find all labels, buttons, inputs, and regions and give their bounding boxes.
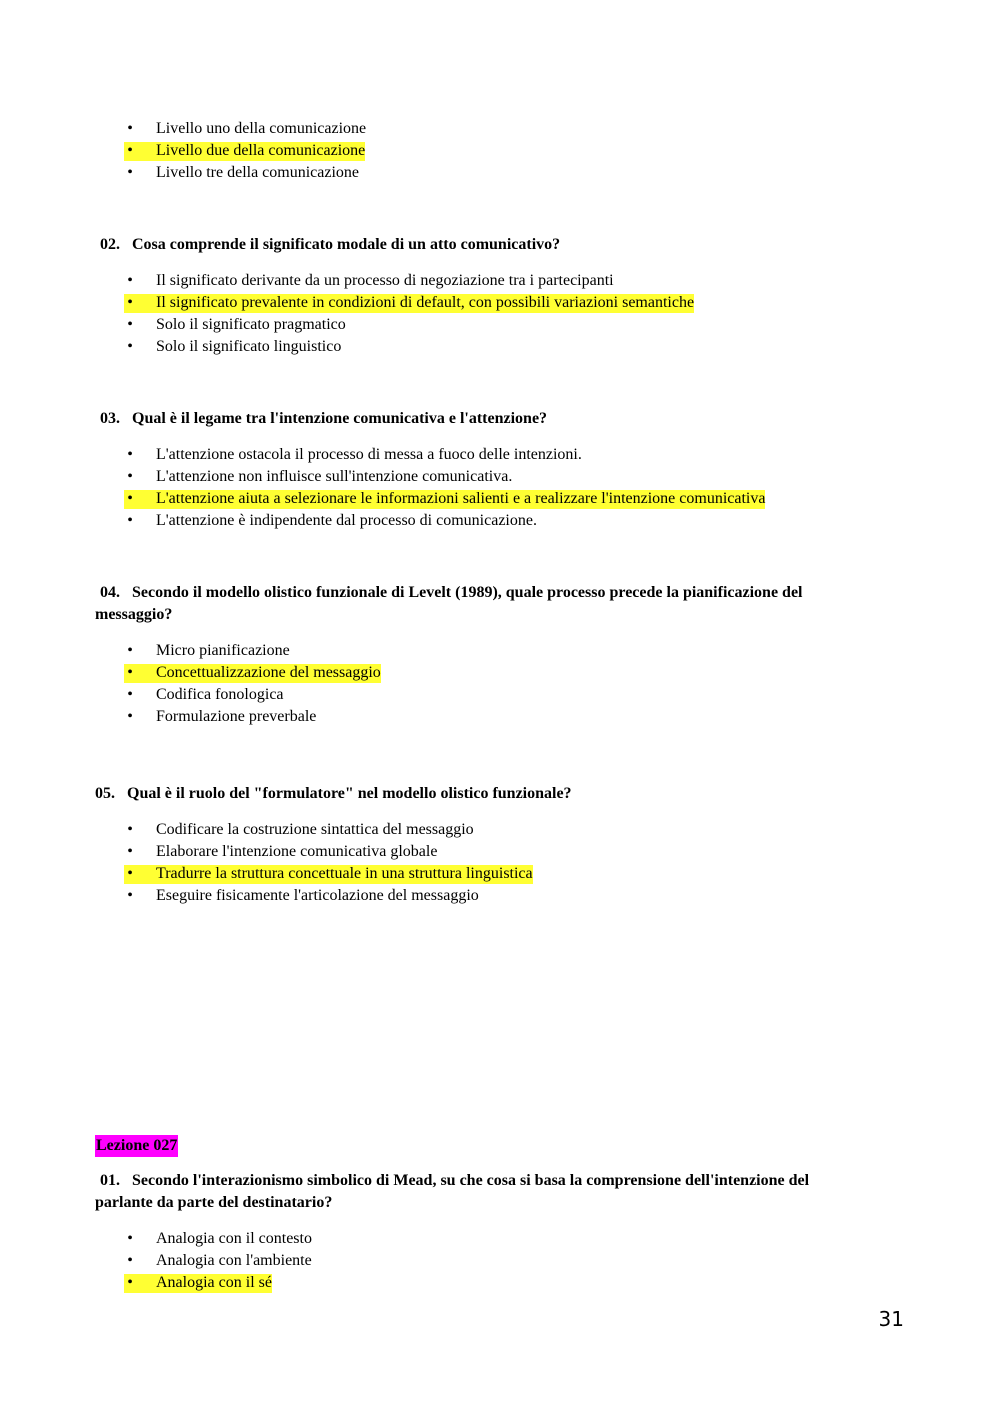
answer-text: Livello due della comunicazione bbox=[156, 142, 366, 159]
bullet-icon: • bbox=[127, 338, 133, 355]
bullet-icon: • bbox=[127, 272, 133, 289]
question-05 bbox=[95, 783, 855, 907]
answer-text: L'attenzione non influisce sull'intenzione comunicativa. bbox=[156, 468, 513, 485]
question-number: 05. bbox=[95, 785, 115, 802]
answer-option bbox=[95, 444, 855, 466]
answer-option bbox=[95, 1228, 855, 1250]
answer-option bbox=[95, 841, 855, 863]
bullet-icon: • bbox=[127, 120, 133, 137]
bullet-icon: • bbox=[127, 821, 133, 838]
answer-option-correct bbox=[95, 488, 855, 510]
answer-option bbox=[95, 706, 855, 728]
answer-text: Eseguire fisicamente l'articolazione del messaggio bbox=[156, 887, 479, 904]
bullet-icon: • bbox=[127, 316, 133, 333]
bullet-icon: • bbox=[127, 446, 133, 463]
question-text bbox=[95, 1170, 855, 1214]
answer-text: Formulazione preverbale bbox=[156, 708, 317, 725]
answer-option bbox=[95, 314, 855, 336]
bullet-icon: • bbox=[127, 512, 133, 529]
answer-option-correct bbox=[95, 863, 855, 885]
answer-text: L'attenzione ostacola il processo di messa a fuoco delle intenzioni. bbox=[156, 446, 582, 463]
answer-text: Livello tre della comunicazione bbox=[156, 164, 360, 181]
bullet-icon: • bbox=[127, 887, 133, 904]
answer-option bbox=[95, 336, 855, 358]
answer-text: Livello uno della comunicazione bbox=[156, 120, 367, 137]
bullet-icon: • bbox=[127, 1230, 133, 1247]
question-label: Qual è il ruolo del "formulatore" nel modello olistico funzionale? bbox=[127, 785, 572, 802]
question-04 bbox=[95, 582, 855, 728]
answer-text: Codificare la costruzione sintattica del messaggio bbox=[156, 821, 474, 838]
answer-text: Il significato prevalente in condizioni di default, con possibili variazioni semantiche bbox=[156, 294, 695, 311]
bullet-icon: • bbox=[127, 142, 133, 159]
bullet-icon: • bbox=[127, 1274, 133, 1291]
bullet-icon: • bbox=[127, 664, 133, 681]
bullet-icon: • bbox=[127, 164, 133, 181]
answer-option-correct bbox=[95, 140, 855, 162]
question-02 bbox=[95, 234, 855, 358]
question-text bbox=[95, 783, 855, 805]
answer-option bbox=[95, 118, 855, 140]
answer-option bbox=[95, 162, 855, 184]
lesson-heading: Lezione 027 bbox=[95, 1135, 178, 1157]
bullet-icon: • bbox=[127, 1252, 133, 1269]
answer-text: Analogia con l'ambiente bbox=[156, 1252, 312, 1269]
answer-list bbox=[95, 640, 855, 728]
question-text bbox=[95, 234, 855, 256]
answer-list bbox=[95, 444, 855, 532]
answer-text: L'attenzione è indipendente dal processo di comunicazione. bbox=[156, 512, 537, 529]
answer-text: Codifica fonologica bbox=[156, 686, 284, 703]
answer-list bbox=[95, 1228, 855, 1294]
answer-option bbox=[95, 684, 855, 706]
answer-option bbox=[95, 640, 855, 662]
answer-text: Tradurre la struttura concettuale in una struttura linguistica bbox=[156, 865, 533, 882]
answer-list bbox=[95, 819, 855, 907]
answer-text: Elaborare l'intenzione comunicativa globale bbox=[156, 843, 438, 860]
question-01-tail bbox=[95, 118, 855, 184]
question-number: 01. bbox=[100, 1172, 120, 1189]
page-number: 31 bbox=[878, 1307, 904, 1331]
question-number: 03. bbox=[100, 410, 120, 427]
answer-list bbox=[95, 118, 855, 184]
question-label: Cosa comprende il significato modale di un atto comunicativo? bbox=[132, 236, 561, 253]
answer-option bbox=[95, 270, 855, 292]
bullet-icon: • bbox=[127, 843, 133, 860]
question-text bbox=[95, 408, 855, 430]
answer-text: Micro pianificazione bbox=[156, 642, 290, 659]
bullet-icon: • bbox=[127, 686, 133, 703]
question-number: 02. bbox=[100, 236, 120, 253]
question-label: Qual è il legame tra l'intenzione comunicativa e l'attenzione? bbox=[132, 410, 548, 427]
answer-option bbox=[95, 1250, 855, 1272]
answer-option-correct bbox=[95, 292, 855, 314]
answer-text: Solo il significato linguistico bbox=[156, 338, 342, 355]
question-label: Secondo l'interazionismo simbolico di Mead, su che cosa si basa la comprensione dell'intenzione del parlante da parte del destinatario? bbox=[95, 1172, 810, 1211]
bullet-icon: • bbox=[127, 642, 133, 659]
bullet-icon: • bbox=[127, 708, 133, 725]
lesson-027-question-01 bbox=[95, 1170, 855, 1294]
question-03 bbox=[95, 408, 855, 532]
answer-option bbox=[95, 466, 855, 488]
answer-list bbox=[95, 270, 855, 358]
answer-option bbox=[95, 885, 855, 907]
answer-text: Analogia con il contesto bbox=[156, 1230, 312, 1247]
answer-text: Il significato derivante da un processo di negoziazione tra i partecipanti bbox=[156, 272, 614, 289]
question-label: Secondo il modello olistico funzionale di Levelt (1989), quale processo precede la pianificazione del messaggio? bbox=[95, 584, 803, 623]
answer-option bbox=[95, 819, 855, 841]
bullet-icon: • bbox=[127, 468, 133, 485]
answer-option-correct bbox=[95, 1272, 855, 1294]
bullet-icon: • bbox=[127, 490, 133, 507]
question-text bbox=[95, 582, 855, 626]
question-number: 04. bbox=[100, 584, 120, 601]
answer-text: Concettualizzazione del messaggio bbox=[156, 664, 381, 681]
answer-text: Analogia con il sé bbox=[156, 1274, 272, 1291]
bullet-icon: • bbox=[127, 865, 133, 882]
bullet-icon: • bbox=[127, 294, 133, 311]
answer-text: Solo il significato pragmatico bbox=[156, 316, 346, 333]
answer-option bbox=[95, 510, 855, 532]
answer-text: L'attenzione aiuta a selezionare le informazioni salienti e a realizzare l'intenzione comunicativa bbox=[156, 490, 766, 507]
answer-option-correct bbox=[95, 662, 855, 684]
